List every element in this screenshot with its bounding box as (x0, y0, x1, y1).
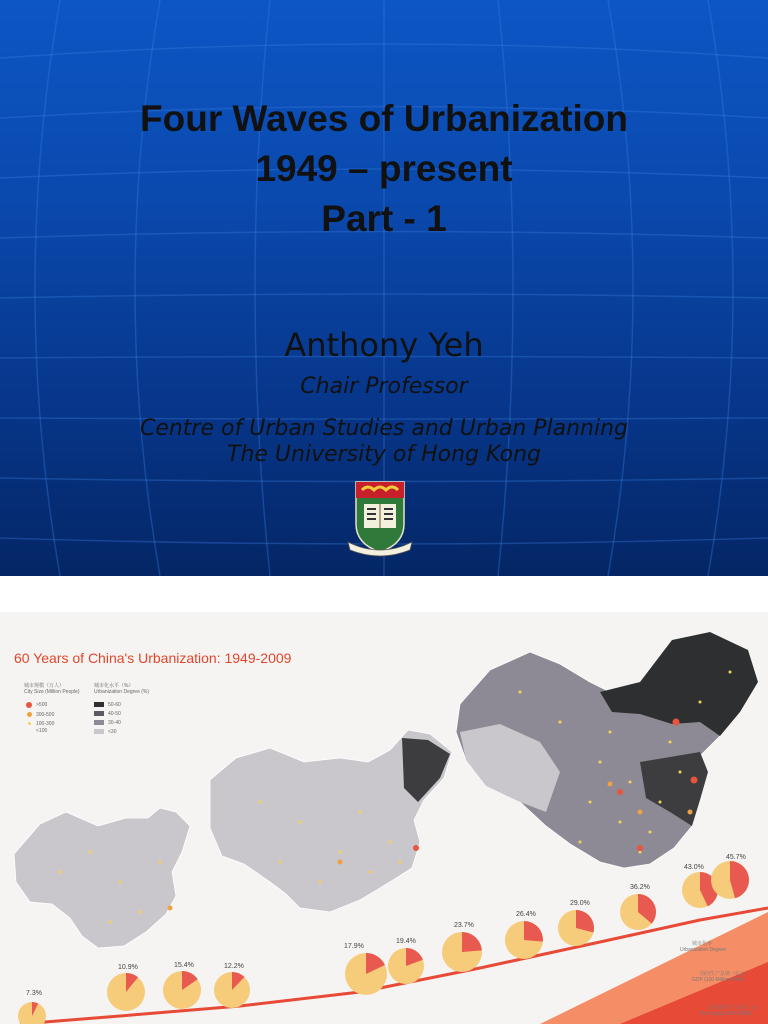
pie-percent-label: 19.4% (396, 938, 416, 945)
urbanization-pie (107, 973, 145, 1011)
slide-title-line-3: Part - 1 (321, 198, 447, 239)
urbanization-pie (214, 972, 250, 1008)
pie-percent-label: 23.7% (454, 922, 474, 929)
urbanization-pie (620, 894, 656, 930)
series-label-gdp-en: GDP (100 Million RMB) (692, 977, 744, 983)
urbanization-figure (0, 612, 768, 1024)
pie-percent-label: 45.7% (726, 854, 746, 861)
affiliation-centre: Centre of Urban Studies and Urban Planning (139, 416, 629, 441)
legend-degree-header: 城市化水平（%） (94, 683, 134, 689)
slide-title-line-1: Four Waves of Urbanization (140, 98, 628, 139)
legend-degree-sub: Urbanization Degree (%) (94, 689, 150, 695)
figure-title: 60 Years of China's Urbanization: 1949-2009 (14, 650, 292, 666)
urbanization-pie (505, 921, 543, 959)
series-label-gdp: 国内生产总值（亿元） (700, 971, 751, 977)
urbanization-pie (18, 1002, 46, 1024)
pie-urban-slice (462, 932, 482, 952)
legend-city-size-header: 城市规模（万人） (24, 683, 65, 689)
legend-degree-item: 40-50 (108, 711, 121, 717)
pie-urban-slice (524, 921, 543, 942)
pie-percent-label: 15.4% (174, 962, 194, 969)
pie-percent-label: 36.2% (630, 884, 650, 891)
affiliation-university: The University of Hong Kong (227, 442, 541, 467)
legend-size-item: >500 (36, 702, 48, 708)
slide-title-line-2: 1949 – present (255, 148, 513, 189)
affiliation (0, 416, 768, 468)
pie-percent-label: 26.4% (516, 911, 536, 918)
legend-degree-item: <30 (108, 729, 117, 735)
legend-size-item: <100 (36, 728, 48, 734)
legend-size-item: 300-500 (36, 712, 55, 718)
legend-degree-item: 30-40 (108, 720, 121, 726)
slide-separator (0, 576, 768, 612)
urbanization-pie (558, 910, 594, 946)
series-label-per-capita-en: Per Capita GDP (RMB) (700, 1011, 752, 1017)
series-label-urbanization: 城市化率 (692, 941, 713, 947)
urbanization-pie (442, 932, 482, 972)
series-label-urbanization-en: Urbanization Degree (680, 947, 726, 953)
urbanization-pie (345, 953, 387, 995)
hku-crest-icon (346, 478, 414, 558)
legend-size-item: 100-300 (36, 721, 55, 727)
pie-percent-label: 43.0% (684, 864, 704, 871)
legend-degree-item: 50-60 (108, 702, 121, 708)
urbanization-pie (388, 948, 424, 984)
author-name: Anthony Yeh (284, 326, 484, 364)
pie-percent-label: 29.0% (570, 900, 590, 907)
pie-percent-label: 12.2% (224, 963, 244, 970)
urbanization-pie (163, 971, 201, 1009)
author-role: Chair Professor (300, 374, 468, 399)
series-label-per-capita: 人均国内生产总值（元） (706, 1005, 762, 1011)
pie-percent-label: 17.9% (344, 943, 364, 950)
pie-percent-label: 10.9% (118, 964, 138, 971)
legend-city-size-sub: City Size (Million People) (24, 689, 80, 695)
pie-chart-layer (0, 612, 768, 1024)
pie-percent-label: 7.3% (26, 990, 42, 997)
urbanization-pie (711, 861, 749, 899)
